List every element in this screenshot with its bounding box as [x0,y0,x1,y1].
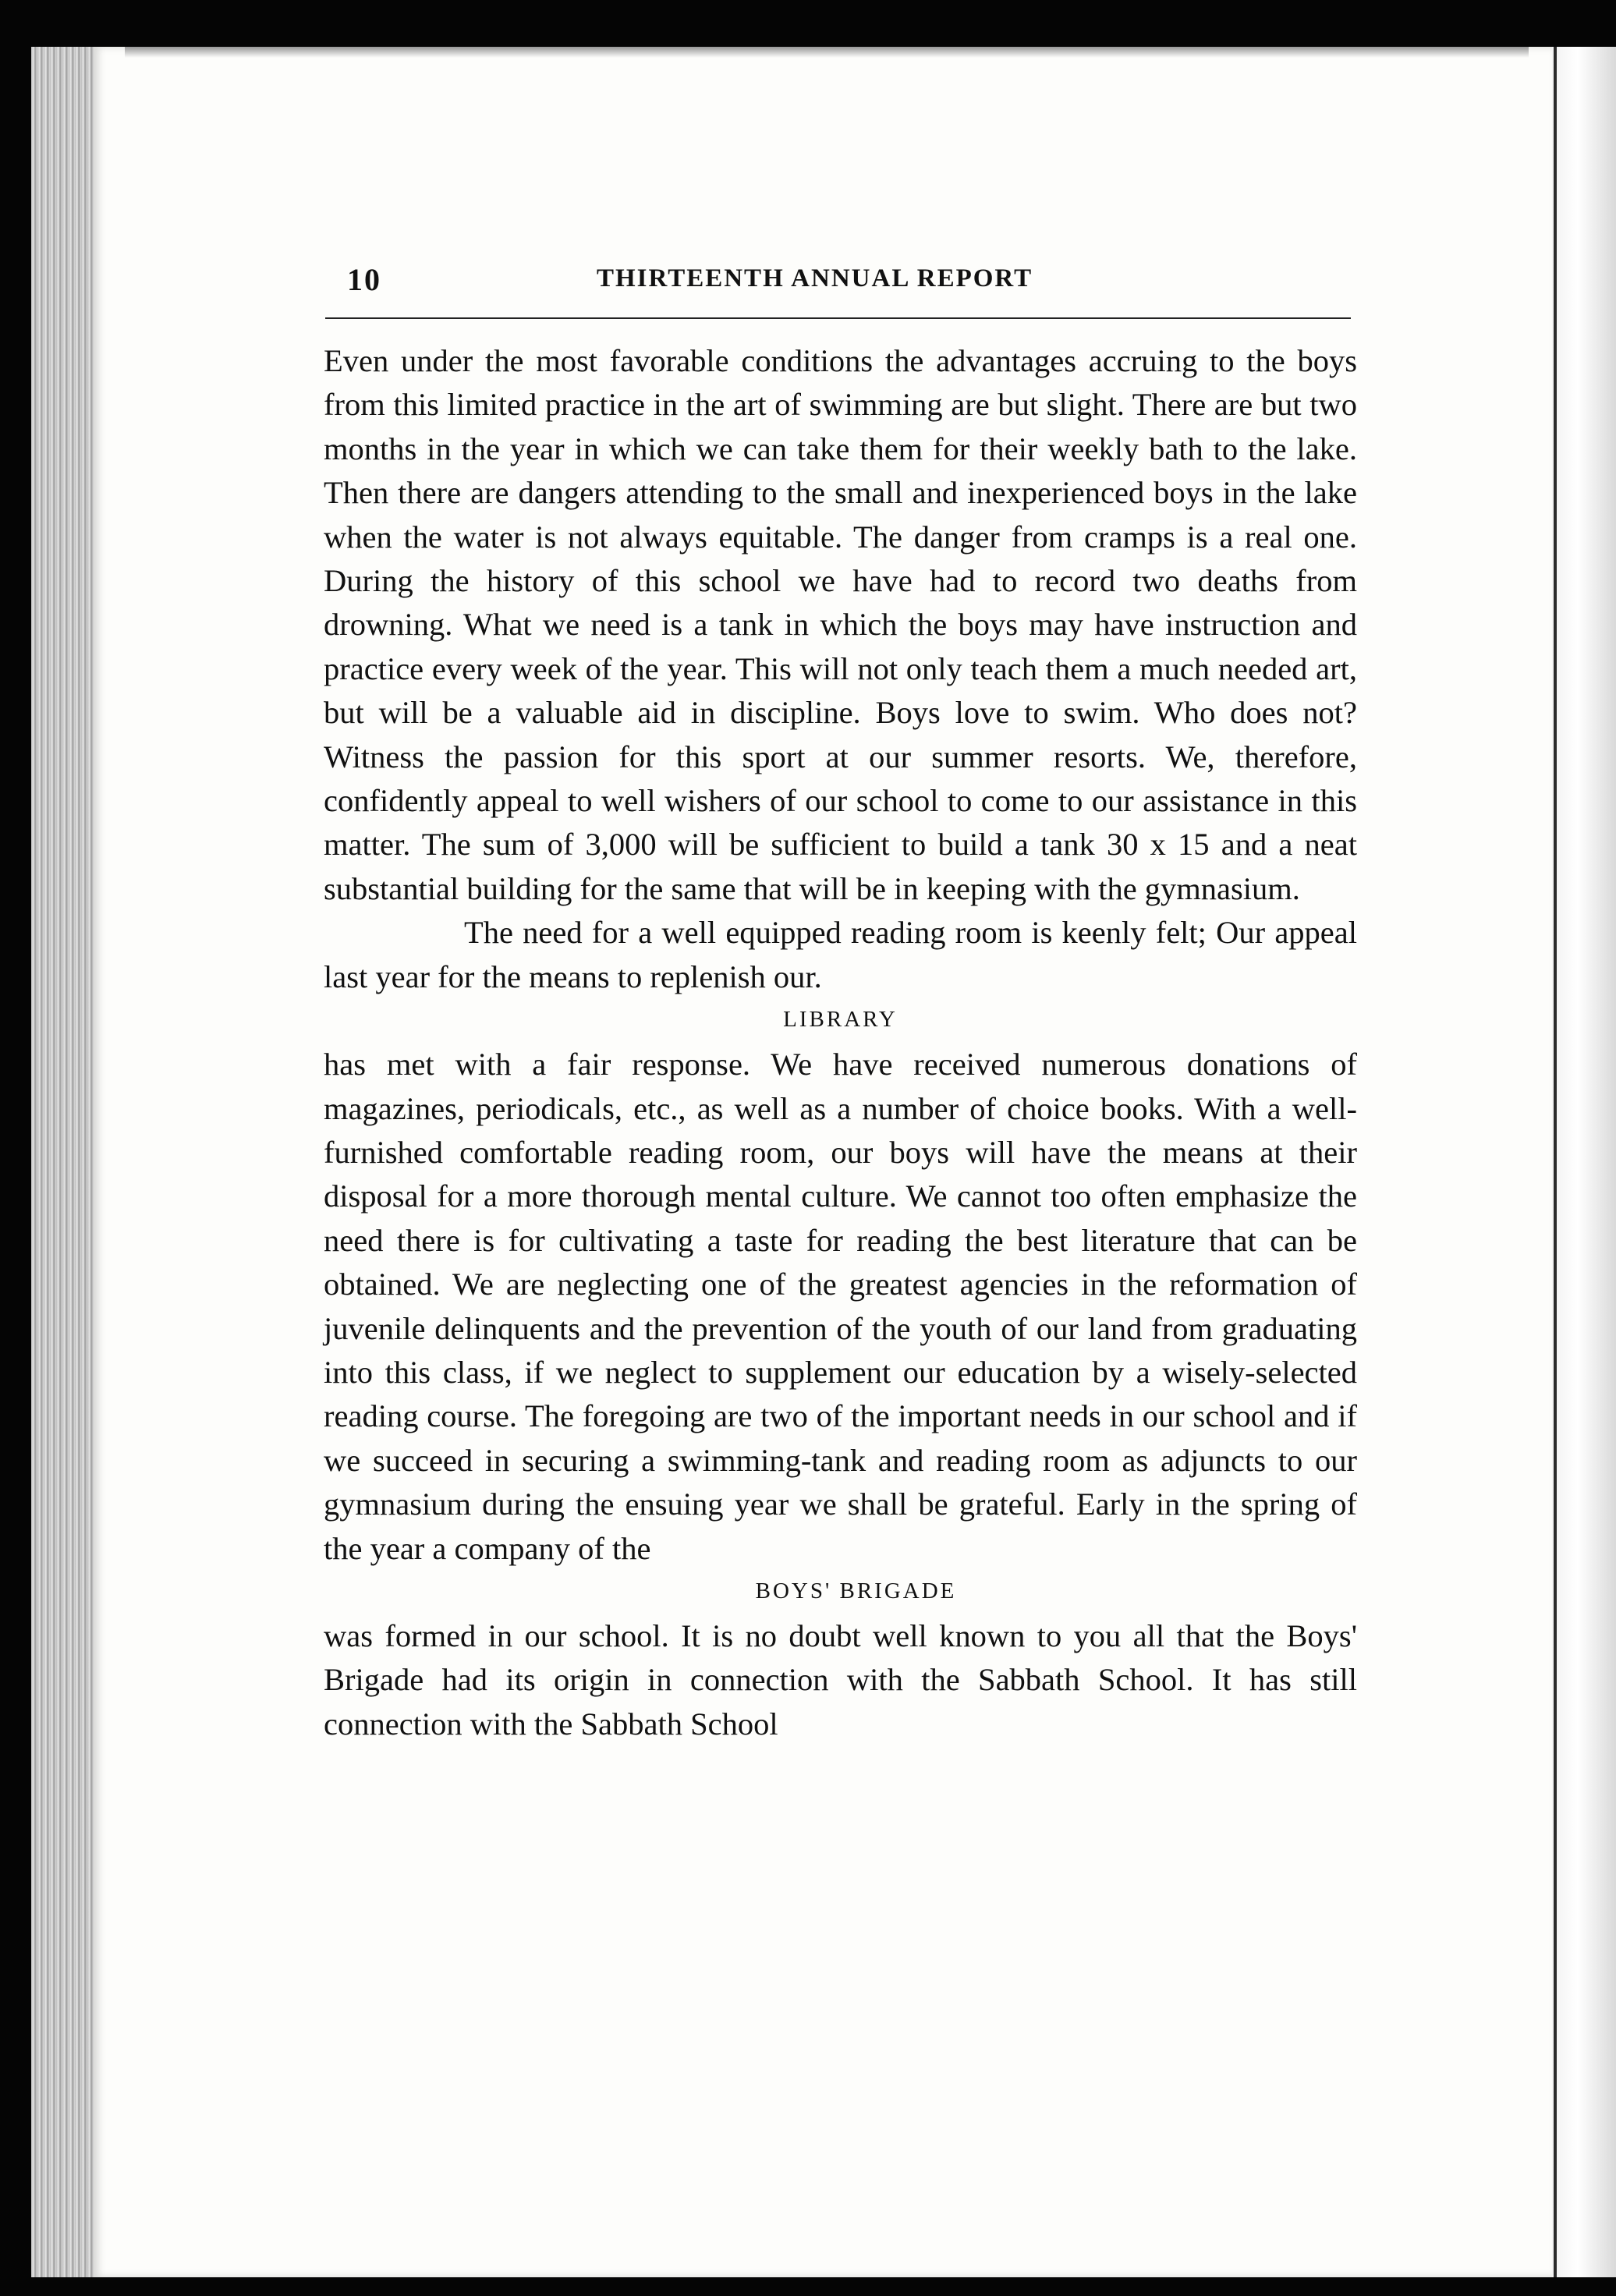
page-header [308,261,1353,302]
running-title: THIRTEENTH ANNUAL REPORT [597,264,1033,292]
paragraph-reading-room: The need for a well equipped reading room is keenly felt; Our appeal last year for the means to replenish our. [324,915,1357,994]
heading-library: LIBRARY [783,1007,898,1033]
top-edge-shadow [125,47,1529,58]
page-content [308,261,1357,1741]
page-number: 10 [347,262,381,297]
paragraph-library: has met with a fair response. We have received numerous donations of magazines, periodicals, etc., as well as a number of choice books. With a well-furnished comfortable reading room, our boys will have the means at their disposal for a more thorough mental culture. We cannot too often emphasize the need there is for cultivating a taste for reading the best literature that can be obtained. We are neglecting one of the greatest agencies in the reformation of juvenile delinquents and the prevention of the youth of our land from graduating into this class, if we neglect to supplement our education by a wisely-selected reading course. The foregoing are two of the important needs in our school and if we succeed in securing a swimming-tank and reading room as adjuncts to our gymnasium during the ensuing year we shall be grateful. Early in the spring of the year a company of the [324,1047,1357,1566]
header-rule [325,317,1351,319]
paragraph-boys-brigade: was formed in our school. It is no doubt well known to you all that the Boys' Brigade had its origin in connection with the Sabbath School. It has still connection with the Sabbath School [324,1617,1357,1741]
heading-boys-brigade: BOYS' BRIGADE [755,1578,957,1603]
paragraph-swimming: Even under the most favorable conditions the advantages accruing to the boys from this limited practice in the art of swimming are but slight. There are but two months in the year in which we can take them for their weekly bath to the lake. Then there are dangers attending to the small and inexperienced boys in the lake when the water is not always equitable. The danger from cramps is a real one. During the history of this school we have had to record two deaths from drowning. What we need is a tank in which the boys may have instruction and practice every week of the year. This will not only teach them a much needed art, but will be a valuable aid in discipline. Boys love to swim. Who does not? Witness the passion for this sport at our summer resorts. We, therefore, confidently appeal to well wishers of our school to come to our assistance in this matter. The sum of 3,000 will be sufficient to build a tank 30 x 15 and a neat substantial building for the same that will be in keeping with the gymnasium. [324,343,1357,906]
gutter-line [1554,47,1557,2277]
body-text [324,339,1357,1746]
right-page-edge [1552,47,1616,2277]
